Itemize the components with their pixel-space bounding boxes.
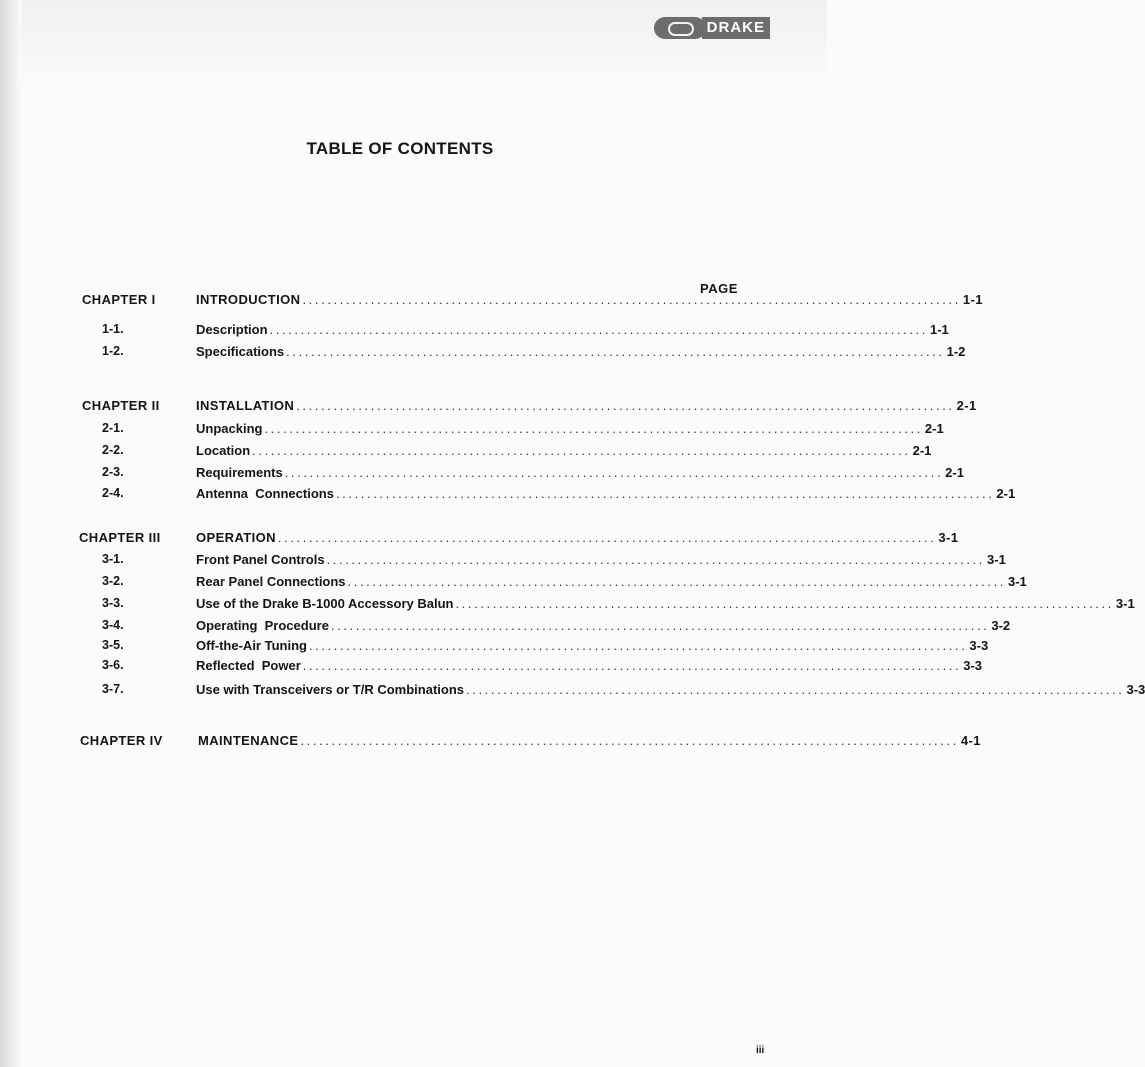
section-entry: Use with Transceivers or T/R Combinations .......................................................................................................... 3-3	[196, 682, 1145, 697]
section-title: Description	[196, 322, 268, 337]
section-page: 1-1	[929, 322, 949, 337]
section-number: 1-2.	[102, 344, 124, 358]
section-number: 3-1.	[102, 552, 124, 566]
chapter-row	[0, 530, 959, 548]
section-number: 2-1.	[102, 421, 124, 435]
section-entry: Front Panel Controls .......................................................................................................... 3-1	[196, 552, 1006, 567]
section-entry: Off-the-Air Tuning .......................................................................................................... 3-3	[196, 638, 989, 653]
chapter-entry: INSTALLATION .......................................................................................................... 2-1	[196, 398, 977, 413]
section-row	[0, 486, 1016, 504]
chapter-entry: INTRODUCTION .......................................................................................................... 1-1	[196, 292, 983, 307]
chapter-entry: MAINTENANCE .......................................................................................................... 4-1	[198, 733, 981, 748]
drake-emblem-icon	[654, 17, 706, 39]
section-row	[0, 421, 944, 439]
chapter-title: OPERATION	[196, 530, 276, 545]
section-page: 3-1	[987, 552, 1006, 567]
section-page: 3-2	[991, 618, 1011, 633]
section-title: Location	[196, 443, 251, 458]
section-entry: Rear Panel Connections .......................................................................................................... 3-1	[196, 574, 1027, 589]
section-entry: Operating Procedure .......................................................................................................... 3-2	[196, 618, 1011, 633]
section-number: 3-7.	[102, 682, 124, 696]
section-page: 2-1	[996, 486, 1016, 501]
section-page: 3-3	[963, 658, 983, 673]
chapter-label: CHAPTER II	[82, 398, 160, 413]
chapter-label: CHAPTER I	[82, 292, 156, 307]
section-number: 3-4.	[102, 618, 124, 632]
section-row	[0, 658, 983, 676]
section-title: Use of the Drake B-1000 Accessory Balun	[196, 596, 454, 611]
logo-text: DRAKE	[702, 17, 770, 39]
section-entry: Antenna Connections .......................................................................................................... 2-1	[196, 486, 1016, 501]
section-row	[0, 465, 964, 483]
section-number: 3-6.	[102, 658, 124, 672]
section-title: Reflected Power	[196, 658, 301, 673]
section-page: 2-1	[912, 443, 932, 458]
chapter-row	[0, 398, 977, 416]
section-row	[0, 344, 966, 362]
section-row	[0, 682, 1145, 700]
section-title: Off-the-Air Tuning	[196, 638, 307, 653]
section-row	[0, 552, 1006, 570]
section-entry: Use of the Drake B-1000 Accessory Balun .......................................................................................................... 3-1	[196, 596, 1135, 611]
section-entry: Reflected Power .......................................................................................................... 3-3	[196, 658, 983, 673]
section-title: Use with Transceivers or T/R Combinations	[196, 682, 465, 697]
chapter-title: INTRODUCTION	[196, 292, 301, 307]
chapter-title: MAINTENANCE	[198, 733, 299, 748]
section-entry: Description .......................................................................................................... 1-1	[196, 322, 949, 337]
chapter-page: 2-1	[956, 398, 977, 413]
section-number: 2-3.	[102, 465, 124, 479]
section-title: Rear Panel Connections	[196, 574, 346, 589]
section-number: 2-2.	[102, 443, 124, 457]
chapter-row	[0, 733, 981, 751]
section-title: Antenna Connections	[196, 486, 334, 501]
section-row	[0, 574, 1027, 592]
section-title: Unpacking	[196, 421, 263, 436]
chapter-label: CHAPTER III	[79, 530, 161, 545]
chapter-label: CHAPTER IV	[80, 733, 163, 748]
section-page: 3-1	[1008, 574, 1027, 589]
section-row	[0, 322, 949, 340]
section-title: Operating Procedure	[196, 618, 329, 633]
section-row	[0, 638, 989, 656]
section-page: 1-2	[946, 344, 966, 359]
scan-shading-top	[0, 0, 827, 90]
section-entry: Unpacking .......................................................................................................... 2-1	[196, 421, 944, 436]
chapter-row	[0, 292, 983, 310]
chapter-page: 4-1	[960, 733, 981, 748]
chapter-page: 3-1	[938, 530, 959, 545]
section-row	[0, 443, 932, 461]
section-entry: Location .......................................................................................................... 2-1	[196, 443, 932, 458]
section-title: Specifications	[196, 344, 285, 359]
section-number: 2-4.	[102, 486, 124, 500]
section-number: 1-1.	[102, 322, 124, 336]
section-number: 3-3.	[102, 596, 124, 610]
page-title: TABLE OF CONTENTS	[306, 139, 494, 158]
section-number: 3-5.	[102, 638, 124, 652]
section-entry: Requirements .......................................................................................................... 2-1	[196, 465, 964, 480]
page-column-header: PAGE	[700, 281, 738, 296]
chapter-title: INSTALLATION	[196, 398, 295, 413]
chapter-entry: OPERATION .......................................................................................................... 3-1	[196, 530, 959, 545]
section-page: 2-1	[945, 465, 964, 480]
section-entry: Specifications .......................................................................................................... 1-2	[196, 344, 966, 359]
section-page: 3-1	[1115, 596, 1135, 611]
section-row	[0, 618, 1011, 636]
section-page: 3-3	[969, 638, 989, 653]
section-page: 3-3	[1126, 682, 1145, 697]
section-row	[0, 596, 1135, 614]
drake-logo	[654, 16, 770, 40]
section-page: 2-1	[924, 421, 944, 436]
section-number: 3-2.	[102, 574, 124, 588]
section-title: Front Panel Controls	[196, 552, 325, 567]
chapter-page: 1-1	[962, 292, 983, 307]
section-title: Requirements	[196, 465, 283, 480]
page-number: iii	[756, 1045, 765, 1056]
